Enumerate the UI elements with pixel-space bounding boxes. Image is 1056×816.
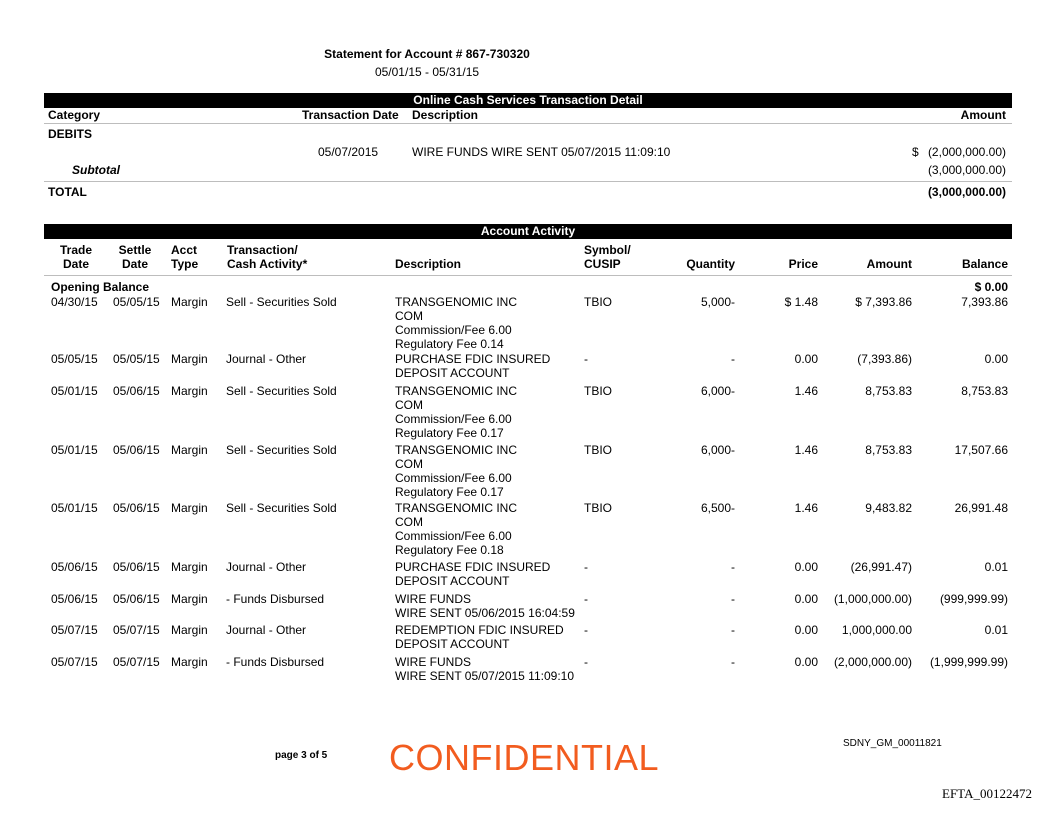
- row-activity: Sell - Securities Sold: [226, 295, 337, 309]
- row-price: 0.00: [794, 560, 818, 574]
- row-quantity: -: [731, 560, 735, 574]
- row-amount: 1,000,000.00: [841, 623, 912, 637]
- row-settle-date: 05/06/15: [113, 384, 160, 398]
- row-quantity: 6,000-: [700, 384, 735, 398]
- row-symbol: -: [584, 623, 588, 637]
- row-price: 0.00: [794, 592, 818, 606]
- row-trade-date: 05/05/15: [51, 352, 98, 366]
- row-quantity: -: [731, 592, 735, 606]
- confidential-stamp: CONFIDENTIAL: [389, 737, 660, 778]
- row-activity: Journal - Other: [226, 352, 307, 366]
- row-settle-date: 05/07/15: [113, 655, 160, 669]
- row-description: PURCHASE FDIC INSURED DEPOSIT ACCOUNT: [395, 560, 551, 588]
- cash-row-amount: (2,000,000.00): [927, 145, 1006, 159]
- total-label: TOTAL: [48, 185, 87, 199]
- cash-row-currency: $: [912, 145, 919, 159]
- row-symbol: TBIO: [584, 295, 613, 309]
- subtotal-amount: (3,000,000.00): [927, 163, 1006, 177]
- row-acct-type: Margin: [171, 655, 208, 669]
- row-amount: 8,753.83: [865, 443, 912, 457]
- row-symbol: TBIO: [584, 443, 613, 457]
- cash-header-rule: [44, 123, 1012, 124]
- col-category: Category: [48, 108, 101, 122]
- row-amount: $ 7,393.86: [855, 295, 912, 309]
- subtotal-label: Subtotal: [72, 163, 120, 177]
- col-price: Price: [788, 257, 818, 271]
- col-transaction-date: Transaction Date: [302, 108, 399, 122]
- row-description: PURCHASE FDIC INSURED DEPOSIT ACCOUNT: [395, 352, 551, 380]
- row-amount: (2,000,000.00): [833, 655, 912, 669]
- row-symbol: -: [584, 655, 588, 669]
- row-quantity: -: [731, 623, 735, 637]
- col-transaction: Transaction/ Cash Activity*: [227, 243, 308, 271]
- row-quantity: -: [731, 352, 735, 366]
- row-settle-date: 05/05/15: [113, 295, 160, 309]
- row-balance: 8,753.83: [961, 384, 1008, 398]
- row-settle-date: 05/05/15: [113, 352, 160, 366]
- row-acct-type: Margin: [171, 592, 208, 606]
- row-price: 0.00: [794, 352, 818, 366]
- row-price: 1.46: [794, 384, 818, 398]
- row-description: REDEMPTION FDIC INSURED DEPOSIT ACCOUNT: [395, 623, 564, 651]
- row-trade-date: 04/30/15: [51, 295, 98, 309]
- row-description: TRANSGENOMIC INC COM Commission/Fee 6.00 Regulatory Fee 0.17: [395, 443, 518, 499]
- page-number: page 3 of 5: [275, 750, 328, 761]
- subtotal-rule: [44, 181, 1012, 182]
- row-trade-date: 05/06/15: [51, 592, 98, 606]
- col-activity-amount: Amount: [866, 257, 912, 271]
- row-acct-type: Margin: [171, 295, 208, 309]
- row-acct-type: Margin: [171, 501, 208, 515]
- row-acct-type: Margin: [171, 384, 208, 398]
- row-symbol: TBIO: [584, 384, 613, 398]
- row-description: WIRE FUNDS WIRE SENT 05/06/2015 16:04:59: [395, 592, 575, 620]
- row-balance: (1,999,999.99): [929, 655, 1008, 669]
- row-activity: - Funds Disbursed: [226, 592, 325, 606]
- row-activity: Sell - Securities Sold: [226, 501, 337, 515]
- row-trade-date: 05/01/15: [51, 384, 98, 398]
- row-symbol: -: [584, 592, 588, 606]
- row-balance: 7,393.86: [961, 295, 1008, 309]
- row-activity: Sell - Securities Sold: [226, 384, 337, 398]
- row-balance: 0.00: [984, 352, 1008, 366]
- row-activity: Journal - Other: [226, 560, 307, 574]
- cash-row-description: WIRE FUNDS WIRE SENT 05/07/2015 11:09:10: [412, 145, 671, 159]
- row-amount: 8,753.83: [865, 384, 912, 398]
- row-amount: (1,000,000.00): [833, 592, 912, 606]
- total-amount: (3,000,000.00): [927, 185, 1006, 199]
- row-acct-type: Margin: [171, 443, 208, 457]
- row-activity: - Funds Disbursed: [226, 655, 325, 669]
- row-balance: (999,999.99): [939, 592, 1008, 606]
- row-trade-date: 05/01/15: [51, 443, 98, 457]
- row-settle-date: 05/07/15: [113, 623, 160, 637]
- row-price: 0.00: [794, 623, 818, 637]
- row-symbol: TBIO: [584, 501, 613, 515]
- row-description: TRANSGENOMIC INC COM Commission/Fee 6.00 Regulatory Fee 0.18: [395, 501, 518, 557]
- row-trade-date: 05/07/15: [51, 623, 98, 637]
- row-symbol: -: [584, 352, 588, 366]
- row-quantity: 6,000-: [700, 443, 735, 457]
- row-settle-date: 05/06/15: [113, 560, 160, 574]
- row-amount: (26,991.47): [850, 560, 912, 574]
- bates-number-sdny: SDNY_GM_00011821: [843, 738, 942, 749]
- bates-number-efta: EFTA_00122472: [942, 786, 1032, 801]
- row-price: 1.46: [794, 501, 818, 515]
- row-balance: 0.01: [984, 623, 1008, 637]
- row-acct-type: Margin: [171, 352, 208, 366]
- opening-balance-label: Opening Balance: [51, 280, 150, 294]
- debits-label: DEBITS: [48, 127, 93, 141]
- col-symbol: Symbol/ CUSIP: [584, 243, 631, 271]
- statement-period: 05/01/15 - 05/31/15: [374, 65, 480, 79]
- col-description: Description: [412, 108, 479, 122]
- row-price: 0.00: [794, 655, 818, 669]
- col-trade-date: Trade Date: [59, 243, 92, 271]
- row-acct-type: Margin: [171, 560, 208, 574]
- opening-balance-value: $ 0.00: [974, 280, 1008, 294]
- row-trade-date: 05/01/15: [51, 501, 98, 515]
- row-quantity: 5,000-: [700, 295, 735, 309]
- row-quantity: -: [731, 655, 735, 669]
- row-trade-date: 05/07/15: [51, 655, 98, 669]
- cash-services-bar: Online Cash Services Transaction Detail: [44, 93, 1012, 108]
- account-activity-bar: Account Activity: [44, 224, 1012, 239]
- col-activity-description: Description: [395, 257, 462, 271]
- statement-title: Statement for Account # 867-730320: [324, 47, 530, 61]
- row-quantity: 6,500-: [700, 501, 735, 515]
- col-acct-type: Acct Type: [171, 243, 199, 271]
- row-amount: (7,393.86): [857, 352, 912, 366]
- row-balance: 17,507.66: [954, 443, 1008, 457]
- activity-header-rule: [44, 275, 1012, 276]
- row-price: $ 1.48: [784, 295, 818, 309]
- row-settle-date: 05/06/15: [113, 592, 160, 606]
- row-trade-date: 05/06/15: [51, 560, 98, 574]
- row-activity: Sell - Securities Sold: [226, 443, 337, 457]
- row-acct-type: Margin: [171, 623, 208, 637]
- row-description: WIRE FUNDS WIRE SENT 05/07/2015 11:09:10: [395, 655, 574, 683]
- row-symbol: -: [584, 560, 588, 574]
- cash-row-date: 05/07/2015: [318, 145, 379, 159]
- row-settle-date: 05/06/15: [113, 443, 160, 457]
- col-settle-date: Settle Date: [118, 243, 152, 271]
- col-quantity: Quantity: [686, 257, 735, 271]
- col-balance: Balance: [961, 257, 1008, 271]
- row-description: TRANSGENOMIC INC COM Commission/Fee 6.00 Regulatory Fee 0.17: [395, 384, 518, 440]
- row-amount: 9,483.82: [865, 501, 912, 515]
- row-balance: 0.01: [984, 560, 1008, 574]
- row-description: TRANSGENOMIC INC COM Commission/Fee 6.00 Regulatory Fee 0.14: [395, 295, 518, 351]
- row-settle-date: 05/06/15: [113, 501, 160, 515]
- row-activity: Journal - Other: [226, 623, 307, 637]
- row-price: 1.46: [794, 443, 818, 457]
- col-amount: Amount: [960, 108, 1006, 122]
- row-balance: 26,991.48: [954, 501, 1008, 515]
